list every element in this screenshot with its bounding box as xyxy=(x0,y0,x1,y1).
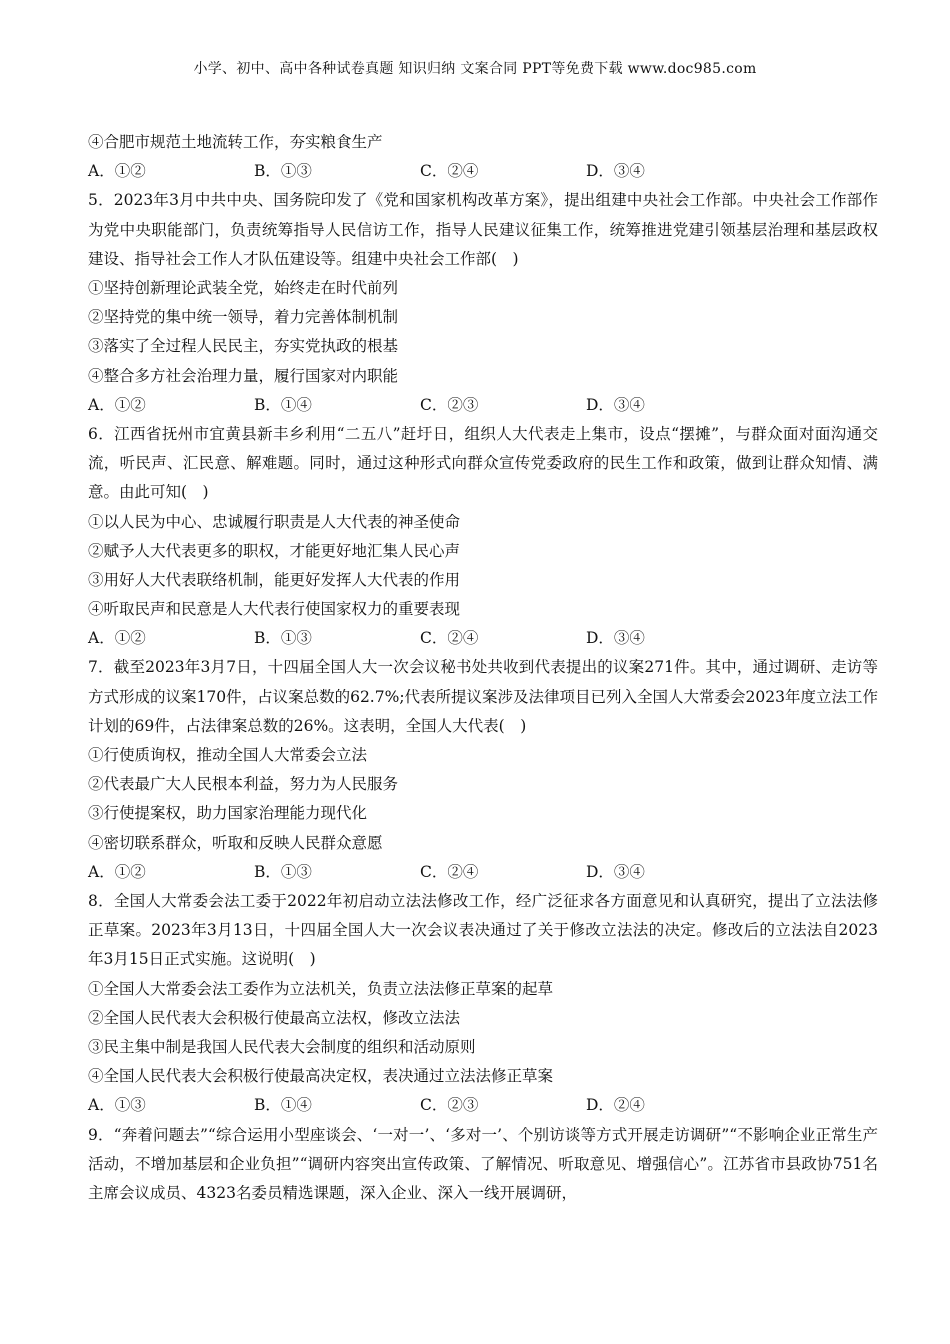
q4-option-c: C．②④ xyxy=(420,162,479,181)
q8-option-d: D．②④ xyxy=(586,1096,645,1115)
q7-item-2: ②代表最广大人民根本利益，努力为人民服务 xyxy=(88,775,399,794)
q5-item-3: ③落实了全过程人民民主，夯实党执政的根基 xyxy=(88,337,399,356)
q5-stem: 5．2023年3月中共中央、国务院印发了《党和国家机构改革方案》，提出组建中央社会工作部。中央社会工作部作为党中央职能部门，负责统筹指导人民信访工作，指导人民建议征集工作，统筹推进党建引领基层治理和基层政权建设、指导社会工作人才队伍建设等。组建中央社会工作部( ) xyxy=(88,191,878,268)
q5-option-b: B．①④ xyxy=(254,395,312,414)
q8-item-1: ①全国人大常委会法工委作为立法机关，负责立法法修正草案的起草 xyxy=(88,979,554,998)
q7-item-4: ④密切联系群众，听取和反映人民群众意愿 xyxy=(88,833,383,852)
q8-item-3: ③民主集中制是我国人民代表大会制度的组织和活动原则 xyxy=(88,1038,476,1056)
q8-option-b: B．①④ xyxy=(254,1096,312,1115)
q5-option-d: D．③④ xyxy=(586,395,645,414)
q8-item-2: ②全国人民代表大会积极行使最高立法权，修改立法法 xyxy=(88,1008,461,1027)
q8-option-c: C．②③ xyxy=(420,1096,479,1115)
q8-options xyxy=(88,1091,878,1120)
q7-options xyxy=(88,858,878,887)
question-6 xyxy=(88,420,878,654)
q6-option-c: C．②④ xyxy=(420,629,479,648)
q7-item-1: ①行使质询权，推动全国人大常委会立法 xyxy=(88,746,368,765)
q5-item-1: ①坚持创新理论武装全党，始终走在时代前列 xyxy=(88,278,399,297)
exam-content xyxy=(88,128,878,1208)
q9-stem: 9．“奔着问题去”“综合运用小型座谈会、‘一对一’、‘多对一’、个别访谈等方式开展走访调研”“不影响企业正常生产活动，不增加基层和企业负担”“调研内容突出宣传政策、了解情况、听取意见、增强信心”。江苏省市县政协751名主席会议成员、4323名委员精选课题，深入企业、深入一线开展调研， xyxy=(88,1125,878,1202)
q5-option-c: C．②③ xyxy=(420,395,479,414)
q8-stem: 8．全国人大常委会法工委于2022年初启动立法法修改工作，经广泛征求各方面意见和认真研究，提出了立法法修正草案。2023年3月13日，十四届全国人大一次会议表决通过了关于修改立法法的决定。修改后的立法法自2023年3月15日正式实施。这说明( ) xyxy=(88,892,878,969)
q6-item-2: ②赋予人大代表更多的职权，才能更好地汇集人民心声 xyxy=(88,541,461,560)
q6-options xyxy=(88,624,878,653)
q6-option-a: A．①② xyxy=(88,629,146,648)
q6-item-3: ③用好人大代表联络机制，能更好发挥人大代表的作用 xyxy=(88,570,461,589)
page-header: 小学、初中、高中各种试卷真题 知识归纳 文案合同 PPT等免费下载 www.doc985.com xyxy=(193,61,757,77)
q5-item-4: ④整合多方社会治理力量，履行国家对内职能 xyxy=(88,366,399,385)
q6-stem: 6．江西省抚州市宜黄县新丰乡利用“二五八”赶圩日，组织人大代表走上集市，设点“摆摊”，与群众面对面沟通交流，听民声、汇民意、解难题。同时，通过这种形式向群众宣传党委政府的民生工作和政策，做到让群众知情、满意。由此可知( ) xyxy=(88,424,878,502)
q4-item-4: ④合肥市规范土地流转工作，夯实粮食生产 xyxy=(88,133,383,151)
q7-option-d: D．③④ xyxy=(586,862,645,881)
q7-option-a: A．①② xyxy=(88,862,146,881)
question-9 xyxy=(88,1121,878,1209)
q6-option-b: B．①③ xyxy=(254,629,312,648)
question-5 xyxy=(88,186,878,420)
q7-option-c: C．②④ xyxy=(420,862,479,881)
q4-option-d: D．③④ xyxy=(586,162,645,181)
question-7 xyxy=(88,653,878,887)
question-8 xyxy=(88,887,878,1121)
q7-item-3: ③行使提案权，助力国家治理能力现代化 xyxy=(88,804,368,823)
q8-item-4: ④全国人民代表大会积极行使最高决定权，表决通过立法法修正草案 xyxy=(88,1067,554,1086)
q5-option-a: A．①② xyxy=(88,395,146,414)
q7-stem: 7．截至2023年3月7日，十四届全国人大一次会议秘书处共收到代表提出的议案271件。其中，通过调研、走访等方式形成的议案170件，占议案总数的62.7%;代表所提议案涉及法律项目已列入全国人大常委会2023年度立法工作计划的69件，占法律案总数的26%。这表明，全国人大代表( ) xyxy=(88,658,878,735)
q4-options xyxy=(88,157,878,186)
q4-option-a: A．①② xyxy=(88,162,146,181)
q7-option-b: B．①③ xyxy=(254,862,312,881)
q8-option-a: A．①③ xyxy=(88,1096,146,1115)
q5-options xyxy=(88,391,878,420)
q4-option-b: B．①③ xyxy=(254,162,312,181)
q6-item-4: ④听取民声和民意是人大代表行使国家权力的重要表现 xyxy=(88,600,461,619)
q5-item-2: ②坚持党的集中统一领导，着力完善体制机制 xyxy=(88,308,399,327)
q6-option-d: D．③④ xyxy=(586,629,645,648)
q6-item-1: ①以人民为中心、忠诚履行职责是人大代表的神圣使命 xyxy=(88,512,461,531)
